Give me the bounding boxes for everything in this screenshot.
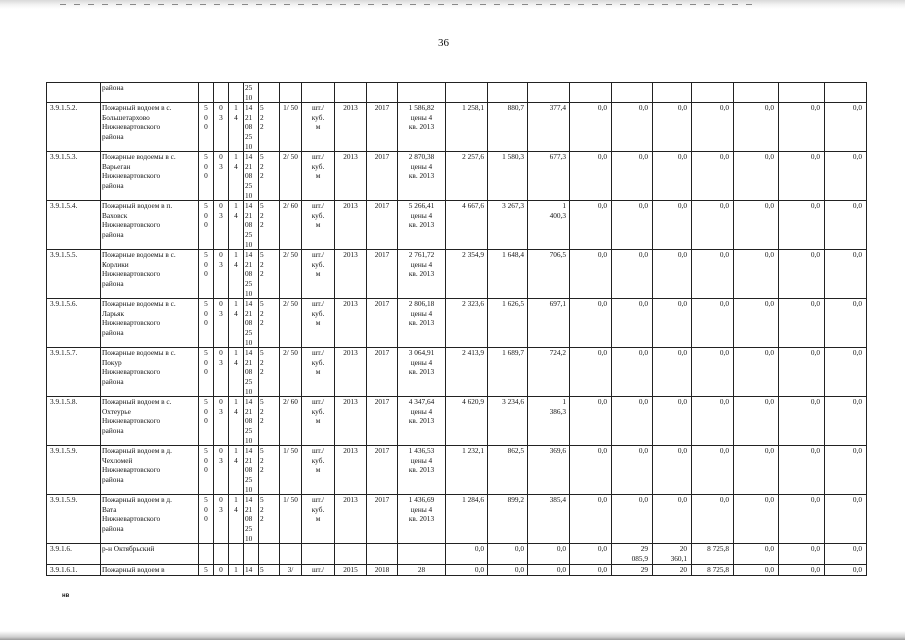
cell-code-a: 5 0 0	[199, 103, 214, 152]
cell-period-value: 0,0	[734, 348, 779, 397]
cell-empty	[398, 544, 446, 565]
cell-period-value: 0,0	[570, 250, 612, 299]
cell-capacity: 1/ 50	[280, 495, 302, 544]
cell-period-value: 0,0	[570, 565, 612, 576]
cell-code	[47, 83, 101, 103]
cell-total: 1 284,6	[446, 495, 488, 544]
cell-period-value: 8 725,8	[692, 565, 734, 576]
cell-period-value: 0,0	[825, 103, 867, 152]
cell-period-value: 0,0	[692, 348, 734, 397]
cell-period-value: 8 725,8	[692, 544, 734, 565]
cell-name: Пожарные водоемы в с. Корлики Нижневартовского района	[101, 250, 199, 299]
cell-empty	[244, 544, 259, 565]
cell-regional: 3 234,6	[488, 397, 528, 446]
cell-period-value: 0,0	[570, 446, 612, 495]
cell-code-b: 0 3	[214, 299, 229, 348]
cell-code-c: 1 4	[229, 348, 244, 397]
cell-period-value: 0,0	[570, 397, 612, 446]
margin-mark: нв	[62, 593, 70, 599]
cell-period-value: 0,0	[825, 250, 867, 299]
scan-edge-top	[0, 0, 905, 10]
cell-period-value: 0,0	[570, 103, 612, 152]
cell-start-year: 2013	[335, 446, 367, 495]
cell-empty	[335, 83, 367, 103]
cell-regional: 880,7	[488, 103, 528, 152]
cell-period-value: 0,0	[692, 201, 734, 250]
cell-period-value: 0,0	[779, 103, 825, 152]
cell-code-d: 14 21 08 25 10	[244, 103, 259, 152]
cell-local: 1 400,3	[528, 201, 570, 250]
table-row	[47, 348, 867, 397]
cell-period-value: 0,0	[825, 348, 867, 397]
cell-name: Пожарный водоем в д. Вата Нижневартовского района	[101, 495, 199, 544]
cell-regional: 1 580,3	[488, 152, 528, 201]
cell-period-value: 0,0	[734, 446, 779, 495]
cell-end-year: 2017	[367, 201, 398, 250]
cell-period-value: 0,0	[779, 250, 825, 299]
cell-code-c: 1 4	[229, 495, 244, 544]
cell-code-a: 5 0 0	[199, 152, 214, 201]
cell-period-value: 0,0	[570, 348, 612, 397]
cell-code-c: 1 4	[229, 446, 244, 495]
cell-code-e: 5	[259, 565, 280, 576]
table-row	[47, 201, 867, 250]
cell-period-value: 0,0	[612, 201, 653, 250]
cell-code-b: 0 3	[214, 250, 229, 299]
cell-code-d: 14 21 08 25 10	[244, 495, 259, 544]
cell-empty	[259, 544, 280, 565]
cell-period-value: 0,0	[825, 565, 867, 576]
cell-local: 677,3	[528, 152, 570, 201]
cell-period-value: 0,0	[692, 152, 734, 201]
cell-period-value: 0,0	[825, 152, 867, 201]
cell-code-d: 25 10	[244, 83, 259, 103]
table-row	[47, 152, 867, 201]
cell-estimated-cost: 2 761,72 цены 4 кв. 2013	[398, 250, 446, 299]
cell-code: 3.9.1.5.3.	[47, 152, 101, 201]
cell-empty	[653, 83, 692, 103]
cell-capacity: 2/ 50	[280, 250, 302, 299]
cell-end-year: 2017	[367, 152, 398, 201]
cell-period-value: 0,0	[825, 544, 867, 565]
cell-unit: шт./ куб. м	[302, 250, 335, 299]
cell-code-e: 5 2 2	[259, 103, 280, 152]
cell-regional: 1 648,4	[488, 250, 528, 299]
cell-name: Пожарные водоемы в с. Покур Нижневартовского района	[101, 348, 199, 397]
cell-code-d: 14 21 08 25 10	[244, 348, 259, 397]
table-row	[47, 299, 867, 348]
cell-code-e: 5 2 2	[259, 201, 280, 250]
cell-code: 3.9.1.5.5.	[47, 250, 101, 299]
cell-code-d: 14 21 08 25 10	[244, 201, 259, 250]
cell-code-b: 0 3	[214, 446, 229, 495]
cell-local: 369,6	[528, 446, 570, 495]
cell-empty	[612, 83, 653, 103]
cell-period-value: 0,0	[612, 348, 653, 397]
cell-end-year: 2018	[367, 565, 398, 576]
cell-total: 0,0	[446, 565, 488, 576]
cell-code-c: 1 4	[229, 250, 244, 299]
cell-name: Пожарный водоем в с. Большетархово Нижневартовского района	[101, 103, 199, 152]
cell-period-value: 0,0	[779, 495, 825, 544]
table-row	[47, 446, 867, 495]
cell-empty	[229, 83, 244, 103]
cell-period-value: 0,0	[692, 397, 734, 446]
cell-code: 3.9.1.5.2.	[47, 103, 101, 152]
cell-total: 1 258,1	[446, 103, 488, 152]
cell-capacity: 2/ 50	[280, 152, 302, 201]
cell-empty	[302, 83, 335, 103]
cell-period-value: 0,0	[734, 103, 779, 152]
cell-start-year: 2013	[335, 152, 367, 201]
cell-name: Пожарный водоем в с. Охтеурье Нижневартовского района	[101, 397, 199, 446]
cell-period-value: 0,0	[570, 495, 612, 544]
cell-period-value: 0,0	[779, 348, 825, 397]
cell-local: 0,0	[528, 544, 570, 565]
cell-period-value: 0,0	[734, 565, 779, 576]
cell-period-value: 29	[612, 565, 653, 576]
cell-code-b: 0	[214, 565, 229, 576]
cell-empty	[259, 83, 280, 103]
cell-period-value: 0,0	[612, 152, 653, 201]
table-row	[47, 103, 867, 152]
cell-empty	[734, 83, 779, 103]
cell-unit: шт./	[302, 565, 335, 576]
cell-name: Пожарный водоем в д. Чехломей Нижневартовского района	[101, 446, 199, 495]
cell-period-value: 0,0	[734, 397, 779, 446]
cell-period-value: 0,0	[570, 152, 612, 201]
cell-capacity: 1/ 50	[280, 103, 302, 152]
cell-total: 2 323,6	[446, 299, 488, 348]
cell-code: 3.9.1.5.9.	[47, 495, 101, 544]
cell-local: 385,4	[528, 495, 570, 544]
cell-empty	[446, 83, 488, 103]
cell-code-d: 14 21 08 25 10	[244, 299, 259, 348]
cell-period-value: 0,0	[734, 152, 779, 201]
cell-code-d: 14 21 08 25 10	[244, 446, 259, 495]
cell-code-a: 5	[199, 565, 214, 576]
cell-empty	[488, 83, 528, 103]
cell-code-e: 5 2 2	[259, 152, 280, 201]
cell-period-value: 0,0	[653, 299, 692, 348]
cell-period-value: 0,0	[825, 446, 867, 495]
cell-period-value: 0,0	[653, 397, 692, 446]
cell-period-value: 20 360,1	[653, 544, 692, 565]
cell-start-year: 2013	[335, 348, 367, 397]
cell-code-e: 5 2 2	[259, 397, 280, 446]
cell-period-value: 0,0	[612, 103, 653, 152]
cell-estimated-cost: 1 436,69 цены 4 кв. 2013	[398, 495, 446, 544]
cell-unit: шт./ куб. м	[302, 299, 335, 348]
cell-empty	[302, 544, 335, 565]
cell-code: 3.9.1.5.4.	[47, 201, 101, 250]
cell-code-c: 1 4	[229, 397, 244, 446]
cell-code-d: 14 21 08 25 10	[244, 397, 259, 446]
cell-period-value: 0,0	[779, 446, 825, 495]
page-number: 36	[438, 37, 449, 49]
cell-period-value: 0,0	[570, 299, 612, 348]
cell-period-value: 0,0	[734, 250, 779, 299]
cell-period-value: 0,0	[692, 250, 734, 299]
cell-period-value: 0,0	[653, 152, 692, 201]
cell-period-value: 0,0	[612, 397, 653, 446]
cell-code: 3.9.1.6.1.	[47, 565, 101, 576]
cell-code-d: 14 21 08 25 10	[244, 152, 259, 201]
cell-period-value: 0,0	[734, 201, 779, 250]
cell-regional: 862,5	[488, 446, 528, 495]
cell-period-value: 0,0	[692, 495, 734, 544]
cell-local: 724,2	[528, 348, 570, 397]
cell-total: 2 413,9	[446, 348, 488, 397]
cell-start-year: 2015	[335, 565, 367, 576]
cell-period-value: 0,0	[570, 544, 612, 565]
cell-code-e: 5 2 2	[259, 299, 280, 348]
cell-estimated-cost: 2 870,38 цены 4 кв. 2013	[398, 152, 446, 201]
cell-code: 3.9.1.5.9.	[47, 446, 101, 495]
cell-empty	[398, 83, 446, 103]
table-row-partial	[47, 565, 867, 576]
cell-name: Пожарные водоемы в с. Ларьяк Нижневартовского района	[101, 299, 199, 348]
cell-total: 4 667,6	[446, 201, 488, 250]
cell-unit: шт./ куб. м	[302, 103, 335, 152]
cell-period-value: 0,0	[825, 495, 867, 544]
cell-period-value: 0,0	[779, 544, 825, 565]
cell-local: 1 386,3	[528, 397, 570, 446]
cell-empty	[214, 544, 229, 565]
cell-local: 0,0	[528, 565, 570, 576]
cell-period-value: 0,0	[825, 299, 867, 348]
cell-start-year: 2013	[335, 299, 367, 348]
cell-unit: шт./ куб. м	[302, 397, 335, 446]
cell-code-a: 5 0 0	[199, 397, 214, 446]
table-row	[47, 397, 867, 446]
cell-period-value: 0,0	[734, 299, 779, 348]
cell-name: Пожарный водоем в	[101, 565, 199, 576]
cell-regional: 899,2	[488, 495, 528, 544]
cell-estimated-cost: 3 064,91 цены 4 кв. 2013	[398, 348, 446, 397]
cell-period-value: 0,0	[692, 299, 734, 348]
cell-start-year: 2013	[335, 250, 367, 299]
cell-period-value: 0,0	[570, 201, 612, 250]
cell-period-value: 29 085,9	[612, 544, 653, 565]
cell-unit: шт./ куб. м	[302, 495, 335, 544]
cell-period-value: 0,0	[779, 299, 825, 348]
cell-empty	[214, 83, 229, 103]
cell-code-d: 14 21 08 25 10	[244, 250, 259, 299]
cell-local: 377,4	[528, 103, 570, 152]
cell-estimated-cost: 2 806,18 цены 4 кв. 2013	[398, 299, 446, 348]
cell-name: р-н Октябрьский	[101, 544, 199, 565]
cell-period-value: 0,0	[779, 565, 825, 576]
cell-regional: 0,0	[488, 565, 528, 576]
cell-period-value: 0,0	[692, 446, 734, 495]
cell-name: Пожарные водоемы в с. Варьеган Нижневартовского района	[101, 152, 199, 201]
cell-code-b: 0 3	[214, 103, 229, 152]
cell-start-year: 2013	[335, 103, 367, 152]
cell-code-b: 0 3	[214, 397, 229, 446]
cell-period-value: 0,0	[612, 446, 653, 495]
cell-empty	[779, 83, 825, 103]
cell-empty	[528, 83, 570, 103]
cell-code-b: 0 3	[214, 495, 229, 544]
cell-period-value: 0,0	[653, 103, 692, 152]
cell-period-value: 0,0	[612, 299, 653, 348]
cell-start-year: 2013	[335, 495, 367, 544]
cell-total: 2 354,9	[446, 250, 488, 299]
cell-code-e: 5 2 2	[259, 446, 280, 495]
cell-name: района	[101, 83, 199, 103]
cell-end-year: 2017	[367, 250, 398, 299]
cell-end-year: 2017	[367, 103, 398, 152]
cell-code-c: 1 4	[229, 201, 244, 250]
cell-period-value: 0,0	[825, 201, 867, 250]
cell-start-year: 2013	[335, 397, 367, 446]
cell-name: Пожарный водоем в п. Ваховск Нижневартовского района	[101, 201, 199, 250]
cell-code-a: 5 0 0	[199, 299, 214, 348]
table-row-fragment	[47, 83, 867, 103]
cell-capacity: 3/	[280, 565, 302, 576]
cell-code-e: 5 2 2	[259, 495, 280, 544]
cell-estimated-cost: 28	[398, 565, 446, 576]
cell-end-year: 2017	[367, 299, 398, 348]
cell-period-value: 0,0	[779, 201, 825, 250]
cell-period-value: 0,0	[825, 397, 867, 446]
cell-end-year: 2017	[367, 348, 398, 397]
cell-period-value: 0,0	[779, 397, 825, 446]
cell-regional: 1 689,7	[488, 348, 528, 397]
cell-code-c: 1 4	[229, 152, 244, 201]
cell-code-a: 5 0 0	[199, 495, 214, 544]
cell-empty	[367, 544, 398, 565]
cell-code-e: 5 2 2	[259, 348, 280, 397]
cell-total: 1 232,1	[446, 446, 488, 495]
table-row-district	[47, 544, 867, 565]
cell-total: 0,0	[446, 544, 488, 565]
cell-empty	[199, 544, 214, 565]
cell-end-year: 2017	[367, 495, 398, 544]
cell-period-value: 0,0	[653, 250, 692, 299]
cell-capacity: 2/ 60	[280, 201, 302, 250]
cell-period-value: 0,0	[653, 201, 692, 250]
cell-period-value: 20	[653, 565, 692, 576]
funding-table	[46, 82, 867, 576]
scan-edge-bottom	[0, 630, 905, 640]
cell-code: 3.9.1.5.6.	[47, 299, 101, 348]
cell-unit: шт./ куб. м	[302, 348, 335, 397]
cell-period-value: 0,0	[734, 544, 779, 565]
cell-total: 4 620,9	[446, 397, 488, 446]
cell-empty	[570, 83, 612, 103]
cell-code: 3.9.1.6.	[47, 544, 101, 565]
cell-code-c: 1 4	[229, 103, 244, 152]
cell-code-b: 0 3	[214, 348, 229, 397]
cell-empty	[229, 544, 244, 565]
cell-empty	[199, 83, 214, 103]
cell-capacity: 2/ 50	[280, 348, 302, 397]
cell-estimated-cost: 5 266,41 цены 4 кв. 2013	[398, 201, 446, 250]
cell-code: 3.9.1.5.8.	[47, 397, 101, 446]
cell-estimated-cost: 1 586,82 цены 4 кв. 2013	[398, 103, 446, 152]
cell-empty	[335, 544, 367, 565]
cell-code-c: 1 4	[229, 299, 244, 348]
cell-empty	[280, 83, 302, 103]
cell-capacity: 2/ 60	[280, 397, 302, 446]
cell-start-year: 2013	[335, 201, 367, 250]
cell-period-value: 0,0	[653, 348, 692, 397]
cell-code-a: 5 0 0	[199, 446, 214, 495]
cell-period-value: 0,0	[612, 250, 653, 299]
cell-local: 706,5	[528, 250, 570, 299]
cell-period-value: 0,0	[653, 446, 692, 495]
cell-unit: шт./ куб. м	[302, 152, 335, 201]
cell-period-value: 0,0	[653, 495, 692, 544]
cell-regional: 3 267,3	[488, 201, 528, 250]
cell-empty	[692, 83, 734, 103]
cell-regional: 1 626,5	[488, 299, 528, 348]
cell-code-a: 5 0 0	[199, 201, 214, 250]
cell-unit: шт./ куб. м	[302, 201, 335, 250]
cell-code-a: 5 0 0	[199, 348, 214, 397]
cell-end-year: 2017	[367, 446, 398, 495]
cell-empty	[280, 544, 302, 565]
cell-regional: 0,0	[488, 544, 528, 565]
cell-period-value: 0,0	[612, 495, 653, 544]
cell-code-e: 5 2 2	[259, 250, 280, 299]
cell-code-a: 5 0 0	[199, 250, 214, 299]
cell-empty	[825, 83, 867, 103]
cell-empty	[367, 83, 398, 103]
cell-period-value: 0,0	[734, 495, 779, 544]
table-row	[47, 250, 867, 299]
cell-period-value: 0,0	[692, 103, 734, 152]
cell-unit: шт./ куб. м	[302, 446, 335, 495]
cell-capacity: 1/ 50	[280, 446, 302, 495]
cell-estimated-cost: 4 347,64 цены 4 кв. 2013	[398, 397, 446, 446]
cell-period-value: 0,0	[779, 152, 825, 201]
table-row	[47, 495, 867, 544]
cell-code-c: 1	[229, 565, 244, 576]
cell-code-b: 0 3	[214, 152, 229, 201]
cell-code: 3.9.1.5.7.	[47, 348, 101, 397]
cell-code-d: 14	[244, 565, 259, 576]
cell-local: 697,1	[528, 299, 570, 348]
cell-end-year: 2017	[367, 397, 398, 446]
cell-capacity: 2/ 50	[280, 299, 302, 348]
cell-code-b: 0 3	[214, 201, 229, 250]
cell-estimated-cost: 1 436,53 цены 4 кв. 2013	[398, 446, 446, 495]
cell-total: 2 257,6	[446, 152, 488, 201]
